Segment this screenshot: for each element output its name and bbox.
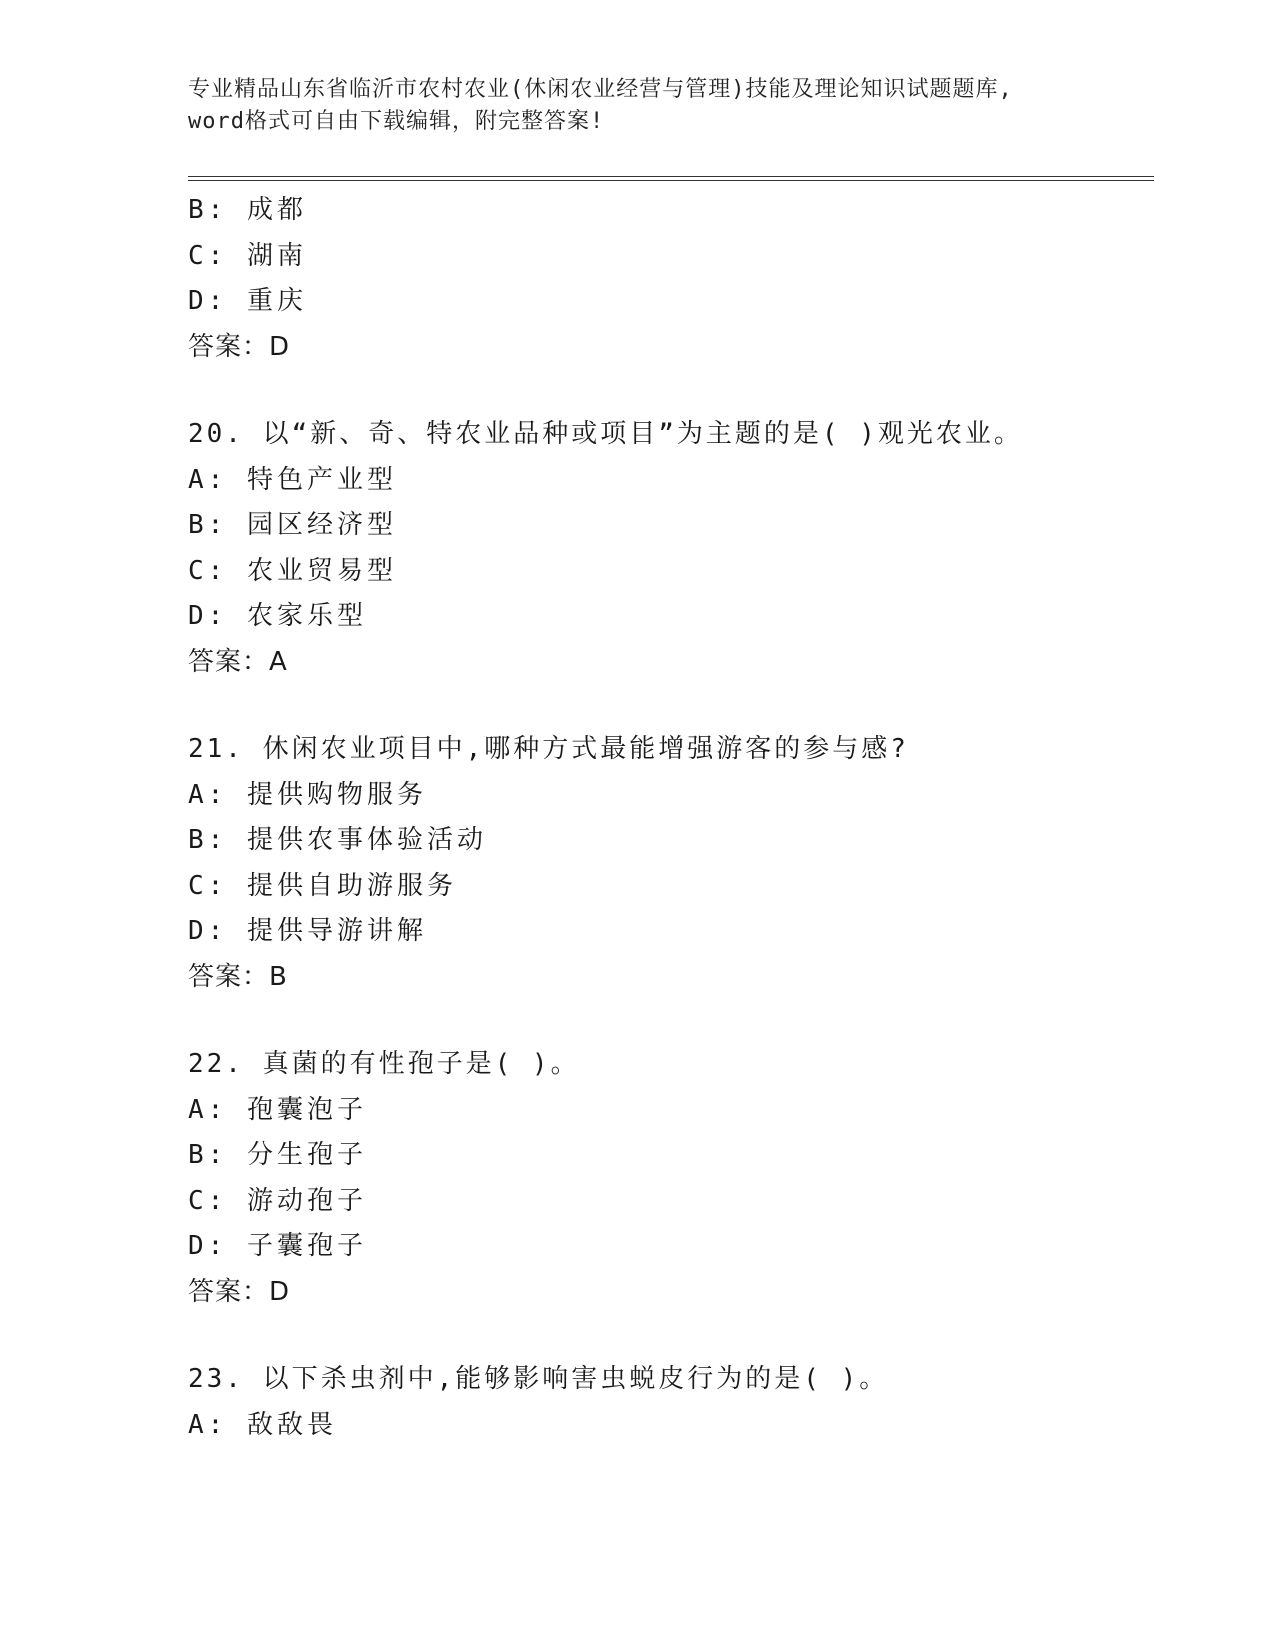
question-block-21	[188, 727, 1154, 1000]
answer-text: 答案：D	[188, 1276, 291, 1307]
option-c: C: 农业贸易型	[188, 555, 397, 586]
option-b: B: 园区经济型	[188, 510, 397, 540]
answer-text: 答案：D	[188, 331, 291, 362]
option-a: A: 敌敌畏	[188, 1409, 337, 1440]
option-a: A: 提供购物服务	[188, 779, 427, 810]
option-c: C: 湖南	[188, 240, 307, 271]
question-text: 21. 休闲农业项目中,哪种方式最能增强游客的参与感?	[188, 734, 909, 764]
option-c: C: 游动孢子	[188, 1185, 367, 1216]
option-d: D: 农家乐型	[188, 601, 367, 631]
question-block-19	[188, 188, 1154, 370]
header-title-line-1: 专业精品山东省临沂市农村农业(休闲农业经营与管理)技能及理论知识试题题库,	[188, 77, 1013, 102]
question-text: 23. 以下杀虫剂中,能够影响害虫蜕皮行为的是( )。	[188, 1364, 889, 1394]
document-page	[188, 0, 1158, 1650]
document-header	[188, 74, 1088, 138]
option-b: B: 分生孢子	[188, 1140, 367, 1170]
option-b: B: 成都	[188, 195, 307, 225]
question-block-23	[188, 1357, 1154, 1448]
header-divider	[188, 176, 1154, 181]
question-block-20	[188, 412, 1154, 685]
option-d: D: 提供导游讲解	[188, 916, 427, 946]
option-d: D: 重庆	[188, 286, 307, 316]
question-text: 22. 真菌的有性孢子是( )。	[188, 1049, 580, 1079]
option-b: B: 提供农事体验活动	[188, 825, 487, 855]
option-a: A: 特色产业型	[188, 464, 397, 495]
question-list	[188, 188, 1154, 1448]
answer-text: 答案：A	[188, 646, 288, 677]
answer-text: 答案：B	[188, 961, 288, 992]
question-text: 20. 以“新、奇、特农业品种或项目”为主题的是( )观光农业。	[188, 419, 1023, 449]
option-c: C: 提供自助游服务	[188, 870, 457, 901]
header-title-line-2: word格式可自由下载编辑，附完整答案!	[188, 109, 605, 134]
option-d: D: 子囊孢子	[188, 1231, 367, 1261]
question-block-22	[188, 1042, 1154, 1315]
option-a: A: 孢囊泡子	[188, 1094, 367, 1125]
